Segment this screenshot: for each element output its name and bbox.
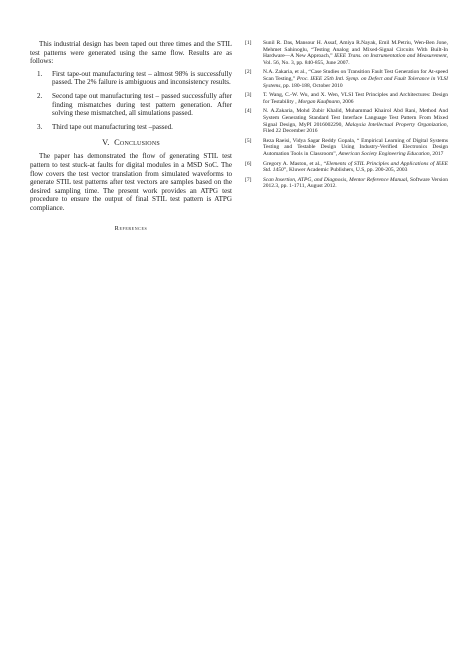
reference-venue: Malaysia Intellectual Property Organization (345, 121, 447, 128)
reference-item (245, 108, 448, 134)
reference-text: T. Wang, C.-W. Wu, and X. Wen, VLSI Test Principles and Architectures: Design for Testability , (263, 92, 448, 105)
list-item (30, 123, 232, 132)
reference-details: , pp. 180-188, October 2010 (280, 82, 343, 89)
reference-text: N. A.Zakaria, Mohd Zubir Khalid, Muhammad Khairol Abd Rani, Method And System Generating Standard Test Interface Language Test Pattern From Mixed Signal Design, MyPI 2016002290, (263, 108, 448, 128)
references-heading-text: References (114, 224, 148, 232)
list-item (30, 70, 232, 87)
list-item-text: Second tape out manufacturing test – passed successfully after finding mismatches during test pattern generation. After solving these mismatched, all simulations passed. (52, 91, 232, 118)
reference-details: ”, Kluwer Academic Publishers, U.S, pp. 200-205, 2003 (283, 167, 408, 174)
section-heading (30, 138, 232, 147)
conclusion-paragraph: The paper has demonstrated the flow of generating STIL test pattern to test stuck-at faults for digital modules in a MSD SoC. The flow covers the test vector translation from simulated waveforms to generate STIL test patterns after test vectors are samples based on the desired sampling time. The present work provides an ATPG test procedure to ensure the output of final STIL test pattern is ATPG compliance. (30, 152, 232, 212)
reference-venue: Elements of STIL Principles and Applications of IEEE Std. 1450 (263, 160, 449, 174)
list-item (30, 92, 232, 118)
reference-text: Reza Raeisi, Vidya Sagar Reddy Gopala, “ Empirical Learning of Digital Systems Testing and Testable Design Using Industry-Verified Electronics Design Automation Tools in Classroom”, (263, 137, 448, 157)
reference-text: N.A. Zakaria, et al., “Case Studies on Transition Fault Test Generation for At-speed Scan Testing,” (263, 69, 448, 82)
reference-item (245, 161, 448, 174)
references-list (245, 40, 448, 193)
reference-text: Gregory A. Maston, et al., “ (263, 160, 327, 167)
reference-venue: Proc. IEEE 25th Intl. Symp. on Defect and Fault Tolerance in VLSI Systems (263, 75, 448, 89)
list-item-number: 3. (37, 122, 43, 131)
reference-item (245, 138, 448, 158)
section-title: Conclusions (114, 138, 160, 148)
reference-text: Sunil R. Das, Mansour H. Assaf, Amiya R.Nayak, Emil M.Petriu, Wen-Ben Jone, Mehmet Sahinoglu, “Testing Analog and Mixed-Signal Circuits With Built-In Hardware—A New Approach,” (263, 40, 448, 60)
reference-details: , Filed 22 December 2016 (263, 121, 448, 135)
reference-venue: Scan Insertion, ATPG, and Diagnosis, Mentor Reference Manual (263, 176, 408, 183)
section-number: V. (102, 138, 110, 148)
intro-paragraph: This industrial design has been taped out three times and the STIL test patterns were generated using the same flow. Results are as follows: (30, 40, 232, 66)
reference-details: , 2017 (429, 150, 444, 157)
reference-venue: IEEE Trans. on Instrumentation and Measurement (334, 53, 447, 60)
reference-number: [4] (245, 108, 252, 115)
list-item-number: 2. (37, 91, 43, 100)
reference-venue: Morgan Kaufmann (297, 98, 340, 105)
results-list (30, 70, 232, 132)
reference-item (245, 40, 448, 66)
reference-venue: American Society Engineering Education (338, 150, 430, 157)
reference-number: [5] (245, 137, 252, 144)
list-item-number: 1. (37, 69, 43, 78)
list-item-text: First tape-out manufacturing test – almost 98% is successfully passed. The 2% failure is ambiguous and inconsistency results. (52, 69, 232, 87)
reference-item (245, 69, 448, 89)
reference-number: [2] (245, 69, 252, 76)
reference-number: [6] (245, 160, 252, 167)
reference-number: [3] (245, 92, 252, 99)
reference-details: , 2006 (339, 98, 354, 105)
reference-details: , Software Version 2012.3, pp. 1-1711, August 2012. (263, 176, 448, 190)
reference-number: [1] (245, 40, 252, 46)
left-column (30, 40, 232, 232)
reference-details: , Vol. 56, No. 3, pp. 840-855, June 2007. (263, 53, 448, 66)
reference-number: [7] (245, 176, 252, 183)
reference-item (245, 92, 448, 105)
list-item-text: Third tape out manufacturing test –passed. (52, 122, 173, 131)
reference-item (245, 177, 448, 190)
references-heading (30, 225, 232, 232)
